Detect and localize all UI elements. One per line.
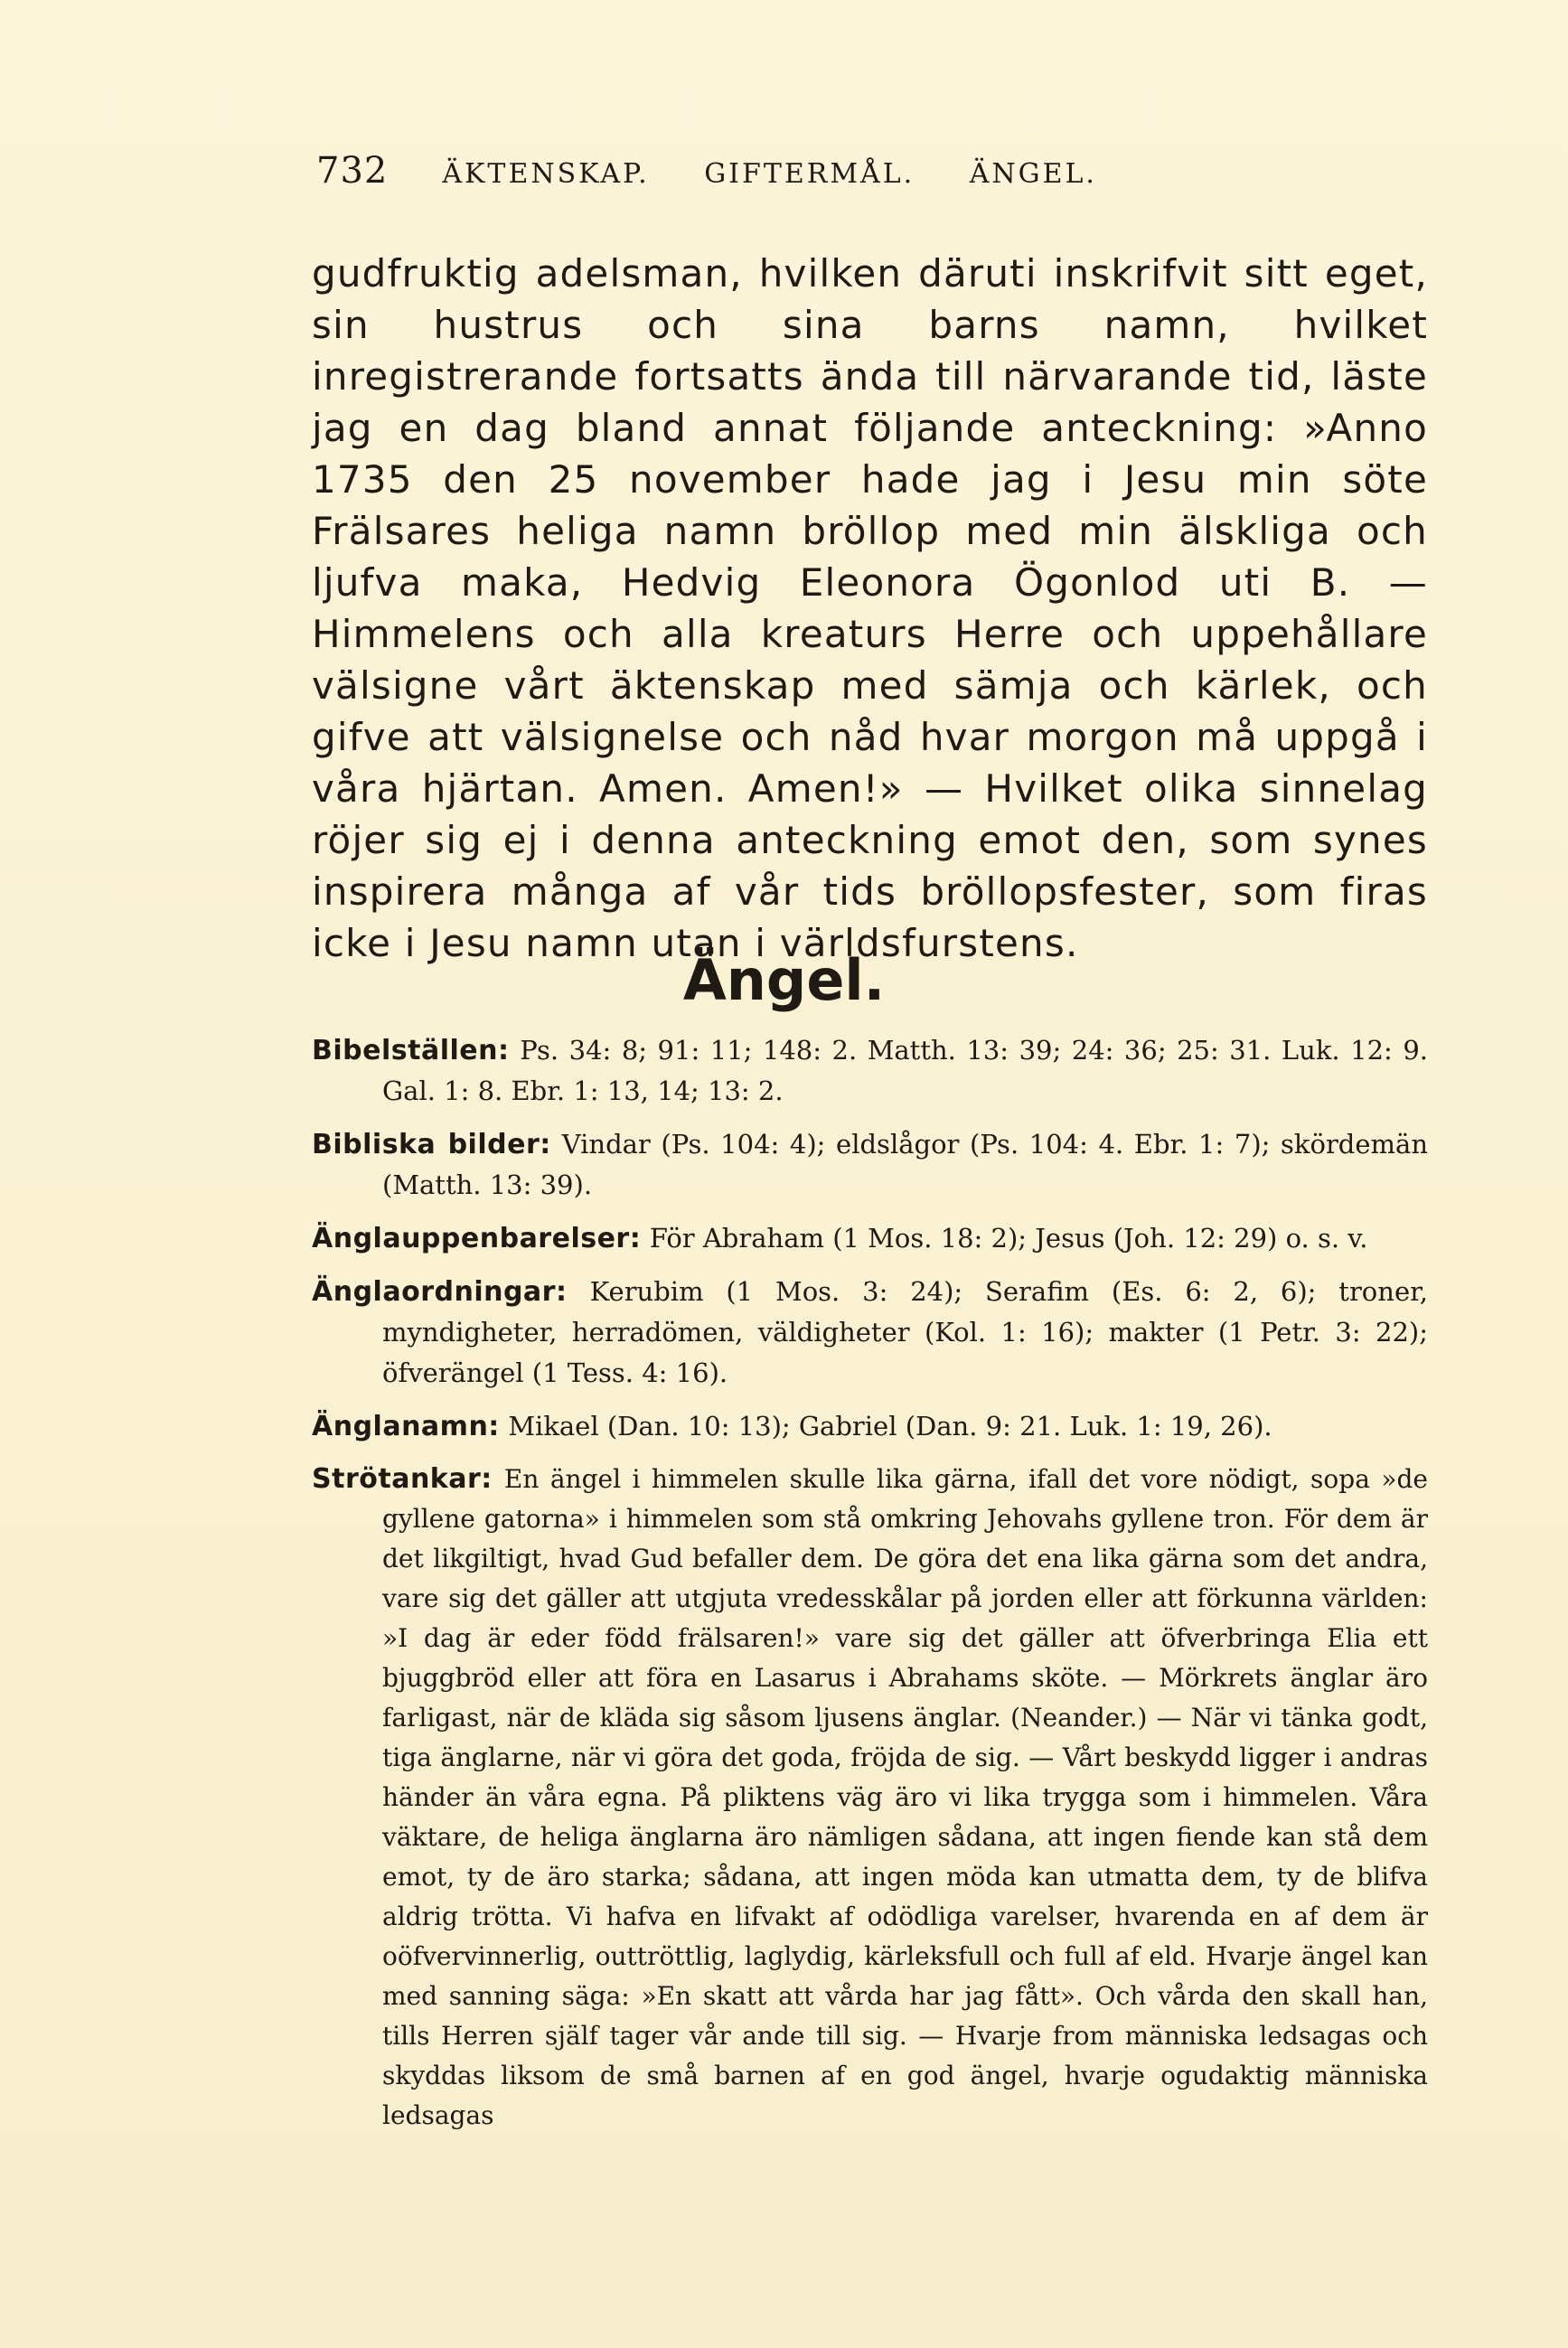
running-head-item: GIFTERMÅL.	[704, 158, 915, 190]
running-head-item: ÄKTENSKAP.	[442, 158, 650, 190]
entry-anglaordningar	[312, 1272, 1428, 1394]
page-header	[316, 150, 1437, 204]
entry-label: Änglaordningar:	[312, 1276, 568, 1308]
entry-list	[312, 1030, 1428, 2148]
entry-text: För Abraham (1 Mos. 18: 2); Jesus (Joh. 12: 29) o. s. v.	[649, 1223, 1368, 1254]
body-paragraph: gudfruktig adelsman, hvilken däruti inskrifvit sitt eget, sin hustrus och sina barns namn, hvilket inregistrerande fortsatts ända till närvarande tid, läste jag en dag bland annat följande anteckning: »Anno 1735 den 25 november hade jag i Jesu min söte Frälsares heliga namn bröllop med min älskliga och ljufva maka, Hedvig Eleonora Ögonlod uti B. — Himmelens och alla kreaturs Herre och uppehållare välsigne vårt äktenskap med sämja och kärlek, och gifve att välsignelse och nåd hvar morgon må uppgå i våra hjärtan. Amen. Amen!» — Hvilket olika sinnelag röjer sig ej i denna anteckning emot den, som synes inspirera många af vår tids bröllopsfester, som firas icke i Jesu namn utan i världsfurstens.	[312, 251, 1428, 965]
page-number: 732	[316, 150, 389, 192]
entry-label: Bibelställen:	[312, 1035, 510, 1066]
entry-text: Vindar (Ps. 104: 4); eldslågor (Ps. 104: 4. Ebr. 1: 7); skördemän (Matth. 13: 39).	[382, 1129, 1429, 1200]
entry-text: En ängel i himmelen skulle lika gärna, ifall det vore nödigt, sopa »de gyllene gatorna» i himmelen som stå omkring Jehovahs gyllene tron. För dem är det likgiltigt, hvad Gud befaller dem. De göra det ena lika gärna som det andra, vare sig det gäller att utgjuta vredesskålar på jorden eller att förkunna världen: »I dag är eder född frälsaren!» vare sig det gäller att öfverbringa Elia ett bjuggbröd eller att föra en Lasarus i Abrahams sköte. — Mörkrets änglar äro farligast, när de kläda sig såsom ljusens änglar. (Neander.) — När vi tänka godt, tiga änglarne, när vi göra det goda, fröjda de sig. — Vårt beskydd ligger i andras händer än våra egna. På pliktens väg äro vi lika trygga som i himmelen. Våra väktare, de heliga änglarna äro nämligen sådana, att ingen fiende kan stå dem emot, ty de äro starka; sådana, att ingen möda kan utmatta dem, ty de blifva aldrig trötta. Vi hafva en lifvakt af odödliga varelser, hvarenda en af dem är oöfvervinnerlig, outtröttlig, laglydig, kärleksfull och full af eld. Hvarje ängel kan med sanning säga: »En skatt att vårda har jag fått». Och vårda den skall han, tills Herren själf tager vår ande till sig. — Hvarje from människa ledsagas och skyddas liksom de små barnen af en god ängel, hvarje ogudaktig människa ledsagas	[382, 1464, 1428, 2130]
entry-label: Änglauppenbarelser:	[312, 1223, 642, 1254]
entry-bibliska-bilder	[312, 1124, 1428, 1206]
entry-text: Kerubim (1 Mos. 3: 24); Serafim (Es. 6: 2, 6); troner, myndigheter, herradömen, väldigheter (Kol. 1: 16); makter (1 Petr. 3: 22); öfverängel (1 Tess. 4: 16).	[382, 1276, 1428, 1388]
entry-label: Änglanamn:	[312, 1411, 500, 1442]
section-title: Ängel.	[682, 947, 886, 1013]
entry-strotankar	[312, 1460, 1428, 2136]
entry-label: Strötankar:	[312, 1463, 493, 1495]
entry-anglanamn	[312, 1406, 1428, 1447]
running-head	[442, 158, 1141, 190]
entry-text: Mikael (Dan. 10: 13); Gabriel (Dan. 9: 21. Luk. 1: 19, 26).	[508, 1411, 1272, 1442]
entry-text: Ps. 34: 8; 91: 11; 148: 2. Matth. 13: 39; 24: 36; 25: 31. Luk. 12: 9. Gal. 1: 8. Ebr. 1: 13, 14; 13: 2.	[382, 1035, 1428, 1106]
entry-bibelstallen	[312, 1030, 1428, 1112]
entry-label: Bibliska bilder:	[312, 1129, 551, 1160]
running-head-item: ÄNGEL.	[969, 158, 1097, 190]
entry-anglauppenbarelser	[312, 1218, 1428, 1259]
